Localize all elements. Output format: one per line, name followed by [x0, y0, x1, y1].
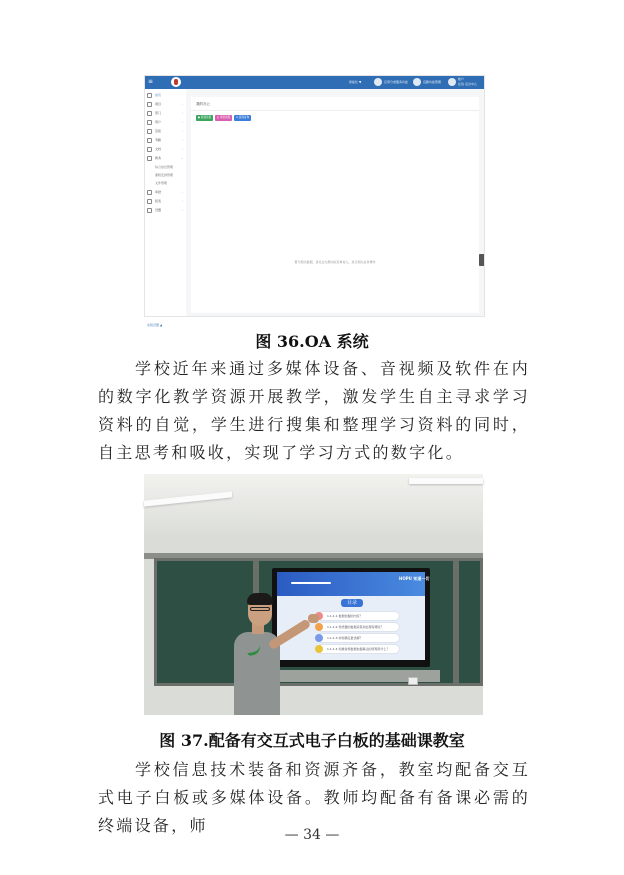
chevron-down-icon: ⌄ [180, 156, 183, 160]
avatar-icon [448, 78, 456, 86]
clock-icon [147, 138, 152, 143]
divider [191, 110, 479, 111]
screen-list-item: 1.1.1.4 知道常规数据挖掘算法的原理是什么？ [317, 645, 399, 653]
oa-sidebar-subitem: 文件管理 [155, 181, 168, 185]
chevron-right-icon: › [181, 120, 183, 124]
home-icon [147, 93, 152, 98]
screen-brand: HOPU 知道一切 [399, 576, 430, 581]
chevron-right-icon: › [181, 102, 183, 106]
chevron-right-icon: › [181, 208, 183, 212]
oa-empty-message: 暂无相关数据，请点击左侧功能菜单进入，进行相关业务操作 [294, 260, 376, 264]
glasses-icon [250, 607, 270, 611]
file-icon [147, 147, 152, 152]
oa-system-screenshot [144, 75, 485, 327]
service-icon [413, 78, 421, 86]
oa-new-flow-button: ● 新建流程 [197, 116, 212, 119]
oa-sidebar-item: 教务 ⌄ [147, 154, 184, 162]
oa-sidebar-item: 用户 › [147, 118, 184, 126]
oa-sidebar-item: 签报 › [147, 127, 184, 135]
teacher-hand [308, 614, 319, 623]
education-icon [147, 156, 152, 161]
chevron-right-icon: › [181, 129, 183, 133]
oa-sidebar-item: 首页 [147, 91, 184, 99]
bullet-icon [315, 645, 323, 653]
chevron-right-icon: › [181, 138, 183, 142]
chevron-right-icon: › [181, 199, 183, 203]
paragraph-2: 学校信息技术装备和资源齐备，教室均配备交互式电子白板或多媒体设备。教师均配备有备课必需的终端设备，师 [98, 760, 530, 835]
teacher-hair [247, 593, 273, 605]
document-icon [147, 129, 152, 134]
bullet-icon [315, 634, 323, 642]
oa-topbar-item: 应用分类服务功能 [384, 80, 409, 84]
apps-icon [374, 78, 382, 86]
figure-36-caption: 图 36.OA 系统 [255, 332, 369, 351]
oa-sidebar-item: 考勤 › [147, 136, 184, 144]
settings-icon [147, 208, 152, 213]
figure-37-caption: 图 37.配备有交互式电子白板的基础课教室 [159, 731, 465, 750]
oa-sidebar-item: 审批 › [147, 188, 184, 196]
approval-icon [147, 190, 152, 195]
oa-sidebar-subitem: 综合信息管理 [155, 165, 174, 169]
oa-topbar-item: 智能化 ▼ [349, 80, 362, 84]
oa-approve-flow-button: ◷ 审批流程 [216, 116, 231, 119]
whiteboard-screen [277, 572, 430, 660]
chevron-right-icon: › [181, 147, 183, 151]
oa-topbar-item: 后勤功能管理 [423, 80, 442, 84]
oa-sidebar-item: 部门 › [147, 109, 184, 117]
oa-sidebar-subitem: 课程安排管理 [155, 173, 174, 177]
ceiling-lamp [409, 478, 483, 484]
department-icon [147, 111, 152, 116]
oa-content-area [186, 89, 484, 316]
chalkboard-right [456, 558, 483, 686]
oa-panel [191, 97, 479, 313]
folder-icon [147, 102, 152, 107]
screen-list-item: 1.1.1.2 传感器的数据采集和处理有哪些？ [317, 623, 399, 631]
bullet-icon [315, 623, 323, 631]
chevron-right-icon: › [181, 111, 183, 115]
screen-list-item: 1.1.1.1 数据挖掘的内容？ [317, 612, 399, 620]
paragraph-1: 学校近年来通过多媒体设备、音视频及软件在内的数字化教学资源开展教学，激发学生自主寻求学习资料的自觉，学生进行搜集和整理学习资料的同时，自主思考和吸收，实现了学习方式的数字化。 [98, 359, 530, 462]
user-icon [147, 120, 152, 125]
oa-topbar [145, 76, 484, 89]
oa-side-tab [479, 254, 484, 266]
report-icon [147, 199, 152, 204]
school-logo-icon [171, 77, 181, 87]
chevron-right-icon: › [181, 190, 183, 194]
classroom-photo [144, 474, 483, 715]
page-number: — 34 — [284, 827, 340, 843]
power-socket [408, 677, 418, 685]
oa-sidebar-item: 项目 › [147, 100, 184, 108]
screen-heading: 目录 [341, 599, 363, 607]
oa-sidebar-item: 文档 › [147, 145, 184, 153]
oa-panel-title: 我的办公 [196, 102, 210, 106]
oa-sidebar-item: 设置 › [147, 206, 184, 214]
oa-query-flow-button: ≡ 流程查询 [235, 116, 250, 119]
screen-list-item: 1.1.1.3 如何确定最优解？ [317, 634, 399, 642]
oa-sidebar [145, 89, 187, 327]
screen-header-bar [291, 582, 331, 584]
oa-sidebar-footer: 系统设置 ▲ [147, 323, 163, 327]
hamburger-icon: ≡ [148, 78, 154, 85]
oa-topbar-user: 帐户 [458, 77, 465, 81]
oa-sidebar-item: 报表 › [147, 197, 184, 205]
oa-topbar-user-sub: 在线 后台中心 [458, 82, 477, 86]
